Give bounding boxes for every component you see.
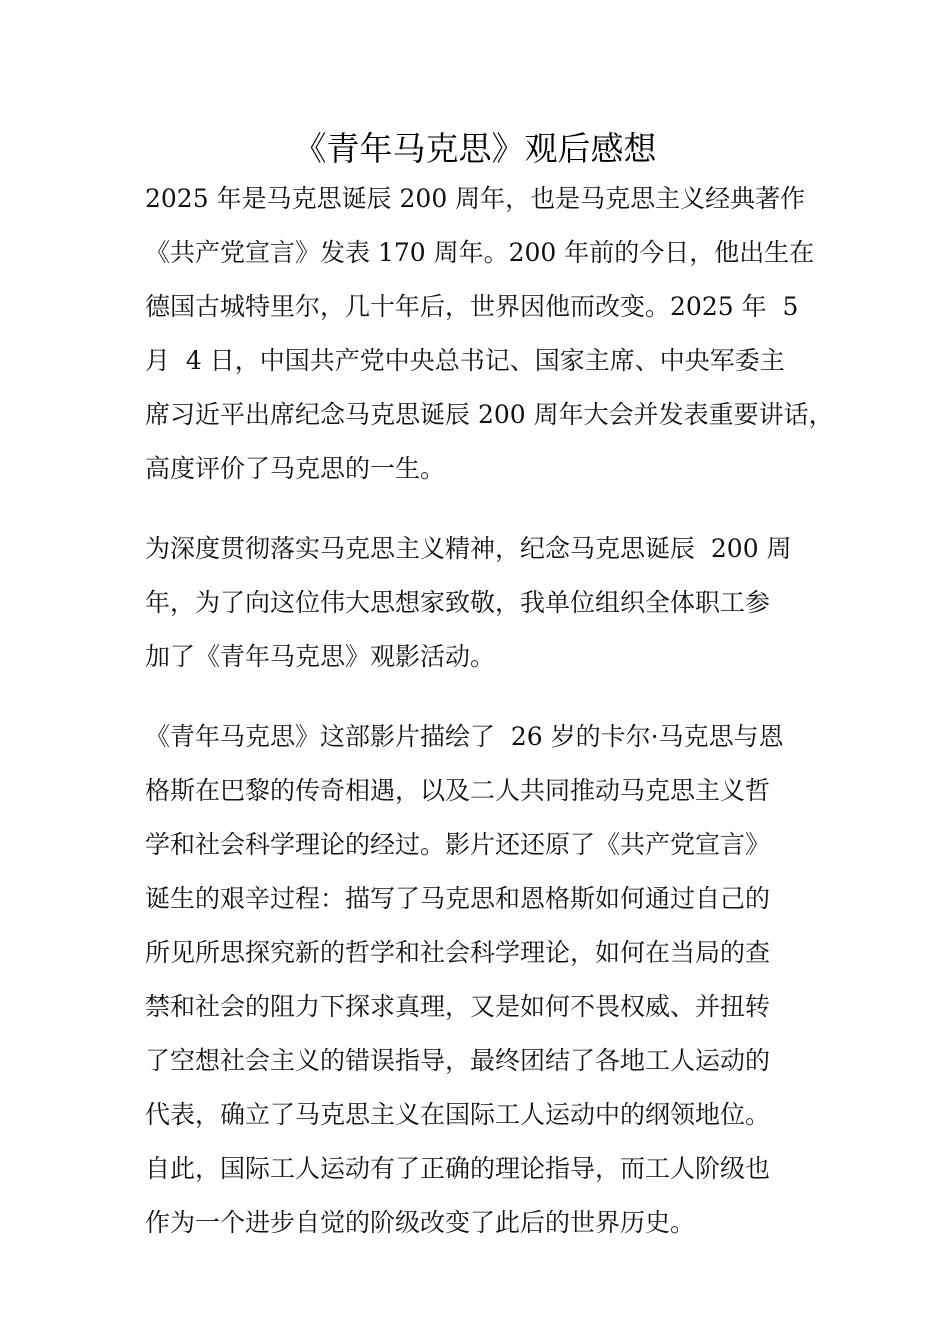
paragraph-line: 高度评价了马克思的一生。 bbox=[145, 454, 446, 483]
paragraph-line: 所见所思探究新的哲学和社会科学理论，如何在当局的查 bbox=[145, 938, 771, 967]
paragraph-2 bbox=[145, 522, 835, 684]
paragraph-line: 席习近平出席纪念马克思诞辰 200 周年大会并发表重要讲话， bbox=[145, 400, 834, 429]
paragraph-3 bbox=[145, 710, 835, 1250]
paragraph-line: 月 4 日，中国共产党中央总书记、国家主席、中央军委主 bbox=[145, 346, 785, 375]
paragraph-line: 自此，国际工人运动有了正确的理论指导，而工人阶级也 bbox=[145, 1154, 771, 1183]
paragraph-1 bbox=[145, 172, 835, 496]
paragraph-line: 了空想社会主义的错误指导，最终团结了各地工人运动的 bbox=[145, 1046, 771, 1075]
paragraph-line: 加了《青年马克思》观影活动。 bbox=[145, 642, 496, 671]
paragraph-line: 为深度贯彻落实马克思主义精神，纪念马克思诞辰 200 周 bbox=[145, 534, 792, 563]
paragraph-line: 《共产党宣言》发表 170 周年。200 年前的今日，他出生在 bbox=[145, 238, 815, 267]
paragraph-line: 学和社会科学理论的经过。影片还还原了《共产党宣言》 bbox=[145, 830, 771, 859]
paragraph-line: 德国古城特里尔，几十年后，世界因他而改变。2025 年 5 bbox=[145, 292, 799, 321]
paragraph-line: 诞生的艰辛过程：描写了马克思和恩格斯如何通过自己的 bbox=[145, 884, 771, 913]
paragraph-line: 作为一个进步自觉的阶级改变了此后的世界历史。 bbox=[145, 1208, 696, 1237]
paragraph-line: 代表，确立了马克思主义在国际工人运动中的纲领地位。 bbox=[145, 1100, 771, 1129]
paragraph-line: 格斯在巴黎的传奇相遇，以及二人共同推动马克思主义哲 bbox=[145, 776, 771, 805]
paragraph-line: 2025 年是马克思诞辰 200 周年，也是马克思主义经典著作 bbox=[145, 184, 806, 213]
paragraph-line: 年，为了向这位伟大思想家致敬，我单位组织全体职工参 bbox=[145, 588, 771, 617]
paragraph-line: 禁和社会的阻力下探求真理，又是如何不畏权威、并扭转 bbox=[145, 992, 771, 1021]
document-title: 《青年马克思》观后感想 bbox=[293, 129, 657, 168]
paragraph-line: 《青年马克思》这部影片描绘了 26 岁的卡尔·马克思与恩 bbox=[145, 722, 784, 751]
